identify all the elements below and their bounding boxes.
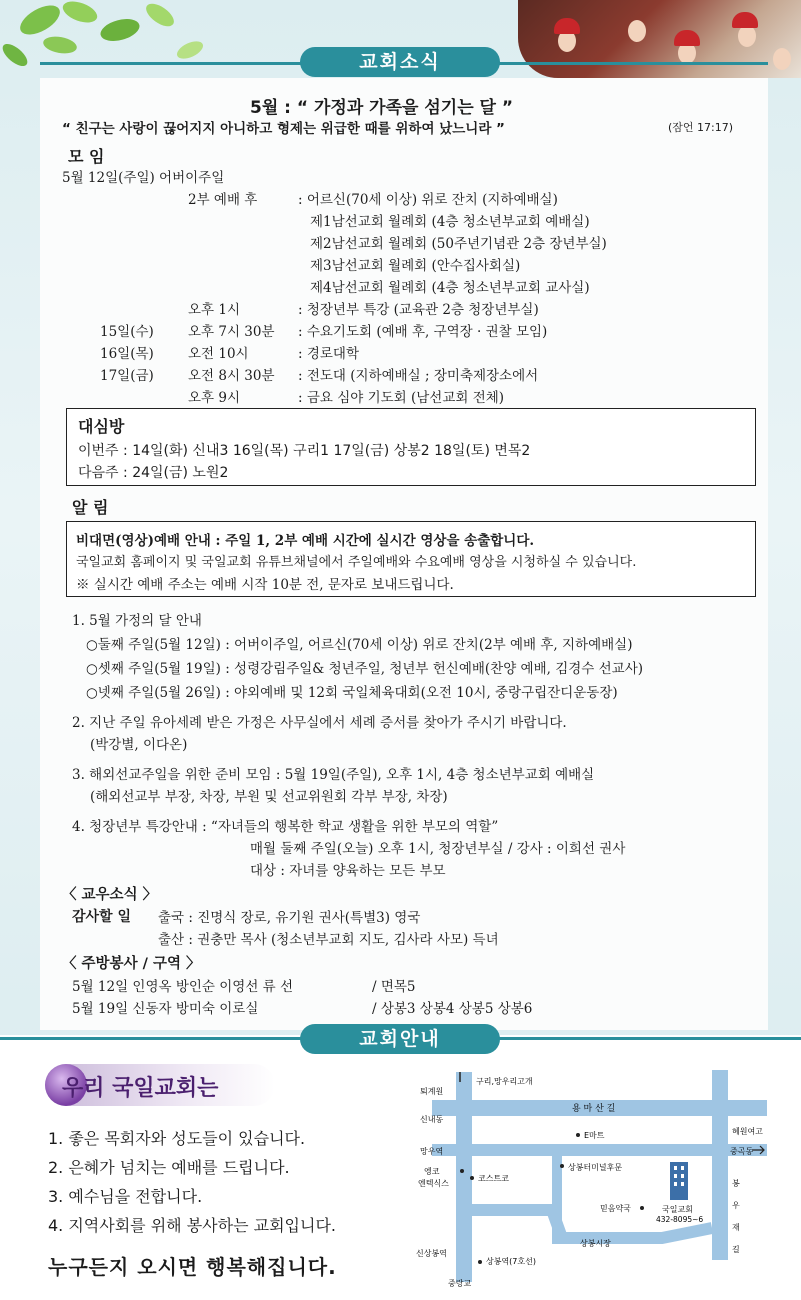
notice-item-3: 3. 해외선교주일을 위한 준비 모임 : 5월 19일(주일), 오후 1시, 4층 청소년부교회 예배실 <box>72 767 595 783</box>
location-map <box>412 1060 772 1290</box>
map-label: 엥코 <box>424 1167 440 1176</box>
meeting-row-time: 오후 7시 30분 <box>188 324 275 340</box>
verse-reference: (잠언 17:17) <box>668 121 734 134</box>
map-label: 믿음약국 <box>600 1204 631 1213</box>
notice-box-line: 국일교회 홈페이지 및 국일교회 유튜브채널에서 주일예배와 수요예배 영상을 시청하실 수 있습니다. <box>76 555 637 570</box>
map-label: 코스트코 <box>478 1174 509 1183</box>
map-label: 중랑교 <box>448 1279 472 1288</box>
map-label: 상봉역(7호선) <box>486 1257 536 1266</box>
map-label: 길 <box>732 1245 740 1254</box>
notice-item-2-names: (박강별, 이다온) <box>90 737 188 753</box>
map-label: 용 마 산 길 <box>572 1104 616 1114</box>
guide-point: 3. 예수님을 전합니다. <box>48 1187 203 1206</box>
kitchen-line-area: / 상봉3 상봉4 상봉5 상봉6 <box>372 1001 533 1017</box>
notice-item-1-line: ○셋째 주일(5월 19일) : 성령강림주일& 청년주일, 청년부 헌신예배(찬양 예배, 김경수 선교사) <box>86 661 644 677</box>
notice-box-line: ※ 실시간 예배 주소는 예배 시작 10분 전, 문자로 보내드립니다. <box>76 577 454 593</box>
map-road-connector <box>552 1144 562 1244</box>
kitchen-line: 5월 12일 인영옥 방인순 이영선 류 선 <box>72 979 294 995</box>
church-heading: 우리 국일교회는 <box>62 1076 219 1101</box>
news-title: 교회소식 <box>300 47 500 77</box>
members-line: 출산 : 권충만 목사 (청소년부교회 지도, 김사라 사모) 득녀 <box>158 932 499 948</box>
map-label: 우 <box>732 1201 740 1210</box>
map-label: 상봉시장 <box>580 1239 611 1248</box>
map-label: E마트 <box>584 1131 605 1140</box>
meeting-date-main: 5월 12일(주일) 어버이주일 <box>62 170 225 186</box>
map-label: 신상봉역 <box>416 1249 447 1258</box>
meeting-row-time: 오후 9시 <box>188 390 241 406</box>
meeting-row-desc: : 경로대학 <box>298 346 360 362</box>
notice-box-line: 비대면(영상)예배 안내 : 주일 1, 2부 예배 시간에 실시간 영상을 송출합니다. <box>76 533 535 549</box>
map-label: 퇴계원 <box>420 1087 444 1096</box>
kitchen-heading: 〈 주방봉사 / 구역 〉 <box>62 956 201 972</box>
kitchen-line-area: / 면목5 <box>372 979 416 995</box>
header-photo <box>518 0 801 78</box>
map-label: 재 <box>732 1223 740 1232</box>
meeting-row-time: 오전 8시 30분 <box>188 368 275 384</box>
map-dot <box>576 1133 580 1137</box>
church-building-icon <box>670 1162 688 1200</box>
verse: “ 친구는 사랑이 끊어지지 아니하고 형제는 위급한 때를 위하여 났느니라 ” <box>62 121 505 137</box>
map-label: 신내동 <box>420 1115 444 1124</box>
notice-item-4-schedule: 매월 둘째 주일(오늘) 오후 1시, 청장년부실 / 강사 : 이희선 권사 <box>250 841 626 857</box>
map-label: 엔텍식스 <box>418 1179 449 1188</box>
visits-next-week: 다음주 : 24일(금) 노원2 <box>78 465 229 481</box>
map-label: 상봉터미널후문 <box>568 1163 623 1172</box>
notice-item-1-title: 1. 5월 가정의 달 안내 <box>72 613 202 629</box>
meeting-row-desc: : 어르신(70세 이상) 위로 잔치 (지하예배실) <box>298 192 558 208</box>
meeting-row-time: 오후 1시 <box>188 302 241 318</box>
map-label: 망우역 <box>420 1147 444 1156</box>
map-label: 봉 <box>732 1179 740 1188</box>
map-dot <box>460 1169 464 1173</box>
guide-slogan: 누구든지 오시면 행복해집니다. <box>48 1255 337 1279</box>
map-dot <box>478 1260 482 1264</box>
notice-item-4-audience: 대상 : 자녀를 양육하는 모든 부모 <box>250 863 446 879</box>
visits-heading: 대심방 <box>78 417 125 436</box>
notice-item-1-line: ○둘째 주일(5월 12일) : 어버이주일, 어르신(70세 이상) 위로 잔치(2부 예배 후, 지하예배실) <box>86 637 633 653</box>
meeting-row-time: 2부 예배 후 <box>188 192 258 208</box>
map-label: 구리,망우리고개 <box>476 1077 533 1086</box>
notice-item-1-line: ○넷째 주일(5월 26일) : 야외예배 및 12회 국일체육대회(오전 10시, 중랑구립잔디운동장) <box>86 685 618 701</box>
meeting-row-desc: : 전도대 (지하예배실 ; 장미축제장소에서 <box>298 368 539 384</box>
meetings-heading: 모 임 <box>68 147 105 166</box>
meeting-row-desc: 제2남선교회 월례회 (50주년기념관 2층 장년부실) <box>310 236 607 252</box>
map-dot <box>560 1164 564 1168</box>
map-label: 국일교회 <box>662 1205 693 1214</box>
map-label: 중곡동 <box>730 1147 754 1156</box>
guide-point: 2. 은혜가 넘치는 예배를 드립니다. <box>48 1158 290 1177</box>
members-heading: 〈 교우소식 〉 <box>62 887 158 903</box>
visits-this-week: 이번주 : 14일(화) 신내3 16일(목) 구리1 17일(금) 상봉2 18일(토) 면목2 <box>78 443 531 459</box>
meeting-row-desc: 제1남선교회 월례회 (4층 청소년부교회 예배실) <box>310 214 590 230</box>
guide-point: 4. 지역사회를 위해 봉사하는 교회입니다. <box>48 1216 336 1235</box>
notice-item-2: 2. 지난 주일 유아세례 받은 가정은 사무실에서 세례 증서를 찾아가 주시기 바랍니다. <box>72 715 567 731</box>
month-theme: 5월 : “ 가정과 가족을 섬기는 달 ” <box>250 98 514 118</box>
notices-heading: 알 림 <box>72 498 109 517</box>
meeting-row-desc: : 수요기도회 (예배 후, 구역장 · 권찰 모임) <box>298 324 548 340</box>
map-label: 혜원여고 <box>732 1127 763 1136</box>
meeting-row-date: 15일(수) <box>100 324 154 340</box>
map-dot <box>470 1176 474 1180</box>
thanks-label: 감사할 일 <box>72 909 131 925</box>
meeting-row-desc: : 청장년부 특강 (교육관 2층 청장년부실) <box>298 302 539 318</box>
map-label: 432-8095~6 <box>656 1215 704 1224</box>
kitchen-line: 5월 19일 신동자 방미숙 이로실 <box>72 1001 259 1017</box>
notice-item-3-detail: (해외선교부 부장, 차장, 부원 및 선교위원회 각부 부장, 차장) <box>90 789 448 805</box>
guide-point: 1. 좋은 목회자와 성도들이 있습니다. <box>48 1129 306 1148</box>
meeting-row-date: 17일(금) <box>100 368 154 384</box>
members-line: 출국 : 진명식 장로, 유기원 권사(특별3) 영국 <box>158 910 421 926</box>
notice-item-4: 4. 청장년부 특강안내 : “자녀들의 행복한 학교 생활을 위한 부모의 역할” <box>72 819 499 835</box>
meeting-row-desc: 제3남선교회 월례회 (안수집사회실) <box>310 258 521 274</box>
meeting-row-desc: : 금요 심야 기도회 (남선교회 전체) <box>298 390 505 406</box>
guide-title: 교회안내 <box>300 1024 500 1054</box>
map-dot <box>640 1206 644 1210</box>
meeting-row-time: 오전 10시 <box>188 346 249 362</box>
meeting-row-date: 16일(목) <box>100 346 154 362</box>
map-road-bongujae <box>712 1070 728 1260</box>
meeting-row-desc: 제4남선교회 월례회 (4층 청소년부교회 교사실) <box>310 280 590 296</box>
leaves-decoration <box>0 0 230 80</box>
